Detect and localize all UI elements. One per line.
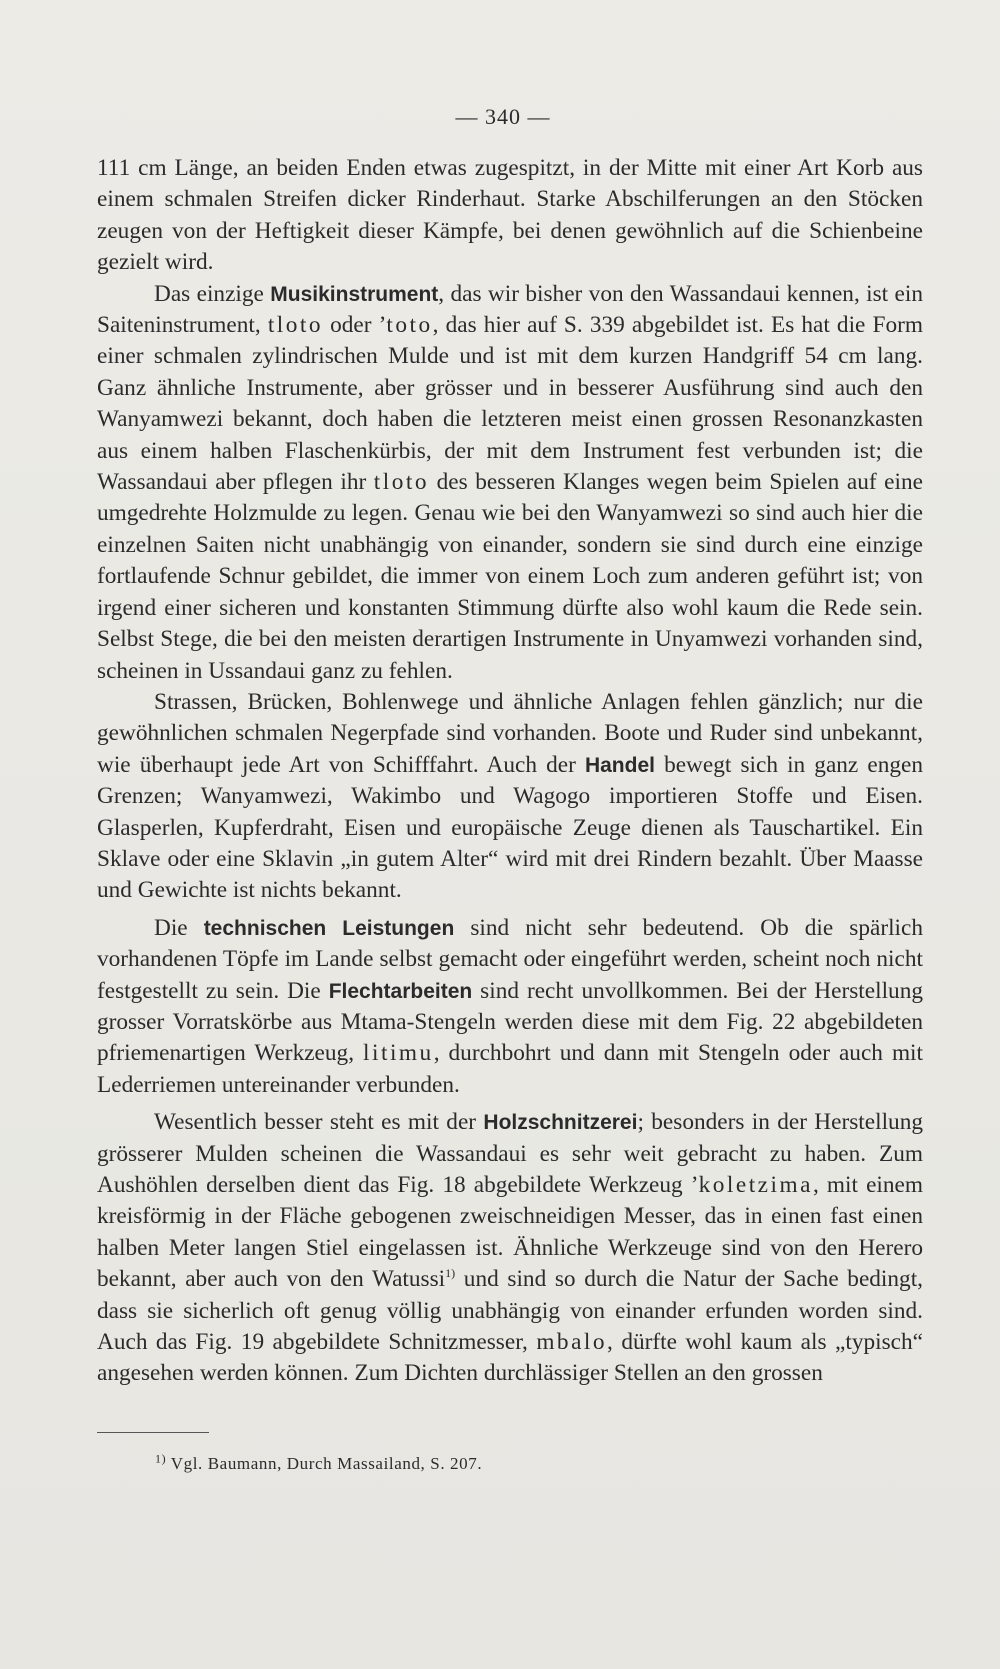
paragraph-5: Wesentlich besser steht es mit der Holzschnitzerei; besonders in der Herstellung grösserer Mulden scheinen die Wassandaui es sehr weit gebracht zu haben. Zum Aushöhlen derselben dient das Fig. 18 abgebildete Werkzeug ’koletzima, mit einem kreisförmig in der Fläche gebogenen zweischneidigen Messer, das in einen fast einen halben Meter langen Stiel eingelassen ist. Ähnliche Werkzeuge sind von den Herero bekannt, aber auch von den Watussi$^{1)}$ und sind so durch die Natur der Sache bedingt, dass sie sicherlich oft genug völlig unabhängig von einander erfunden worden sind. Auch das Fig. 19 abgebildete Schnitzmesser, mbalo, dürfte wohl kaum als „typisch“ angesehen werden können. Zum Dichten durchlässiger Stellen an den grossen bbox=[97, 1109, 924, 1387]
heading-technische-leistungen: technischen Leistungen bbox=[203, 916, 455, 940]
paragraph-4: Die technischen Leistungen sind nicht sehr bedeutend. Ob die spärlich vorhandenen Töpfe im Lande selbst gemacht oder eingeführt werden, scheint noch nicht festgestellt zu sein. Die Flechtarbeiten sind recht unvollkommen. Bei der Herstellung grosser Vorratskörbe aus Mtama-Stengeln werden diese mit dem Fig. 22 abgebildeten pfriemenartigen Werkzeug, litimu, durchbohrt und dann mit Stengeln oder auch mit Lederriemen untereinander verbunden. bbox=[97, 914, 924, 1098]
main-text bbox=[97, 153, 923, 1390]
page-number-header: — 340 — bbox=[455, 104, 551, 129]
heading-musikinstrument: Musikinstrument bbox=[270, 282, 439, 306]
paragraph-3: Strassen, Brücken, Bohlenwege und ähnliche Anlagen fehlen gänzlich; nur die gewöhnlichen schmalen Negerpfade sind vorhanden. Boote und Ruder sind unbekannt, wie überhaupt jede Art von Schifffahrt. Auch der Handel bewegt sich in ganz engen Grenzen; Wanyamwezi, Wakimbo und Wagogo importieren Stoffe und Eisen. Glasperlen, Kupferdraht, Eisen und europäische Zeuge dienen als Tauschartikel. Ein Sklave oder eine Sklavin „in gutem Alter“ wird mit drei Rindern bezahlt. Über Maasse und Gewichte ist nichts bekannt. bbox=[97, 688, 924, 904]
paragraph-1: 111 cm Länge, an beiden Enden etwas zugespitzt, in der Mitte mit einer Art Korb aus einem schmalen Streifen dicker Rinderhaut. Starke Abschilferungen an den Stöcken zeugen von der Heftigkeit dieser Kämpfe, bei denen gewöhnlich auf die Schienbeine gezielt wird. bbox=[97, 155, 923, 276]
footnote-divider bbox=[97, 1432, 209, 1433]
heading-flechtarbeiten: Flechtarbeiten bbox=[328, 979, 473, 1003]
heading-handel: Handel bbox=[584, 753, 655, 777]
paragraph-2: Das einzige Musikinstrument, das wir bisher von den Wassandaui kennen, ist ein Saiteninstrument, tloto oder ’toto, das hier auf S. 339 abgebildet ist. Es hat die Form einer schmalen zylindrischen Mulde und ist mit dem kurzen Handgriff 54 cm lang. Ganz ähnliche Instrumente, aber grösser und in besserer Ausführung sind auch den Wanyamwezi bekannt, doch haben die letzteren meist einen grossen Resonanzkasten aus einem halben Flaschenkürbis, der mit dem Instrument fest verbunden ist; die Wassandaui aber pflegen ihr tloto des besseren Klanges wegen beim Spielen auf eine umgedrehte Holzmulde zu legen. Genau wie bei den Wanyamwezi so sind auch hier die einzelnen Saiten nicht unabhängig von einander, sondern sie sind durch eine einzige fortlaufende Schnur gebildet, die immer von einem Loch zum anderen geführt ist; von irgend einer sicheren und konstanten Stimmung dürfte also wohl kaum die Rede sein. Selbst Stege, die bei den meisten derartigen Instrumente in Unyamwezi vorhanden sind, scheinen in Ussandaui ganz zu fehlen. bbox=[97, 280, 923, 684]
footnote-reference: 1) bbox=[445, 1266, 456, 1281]
heading-holzschnitzerei: Holzschnitzerei bbox=[483, 1111, 638, 1135]
footnote: $^{1)}$ Vgl. Baumann, Durch Massailand, S. 207. bbox=[155, 1451, 483, 1473]
